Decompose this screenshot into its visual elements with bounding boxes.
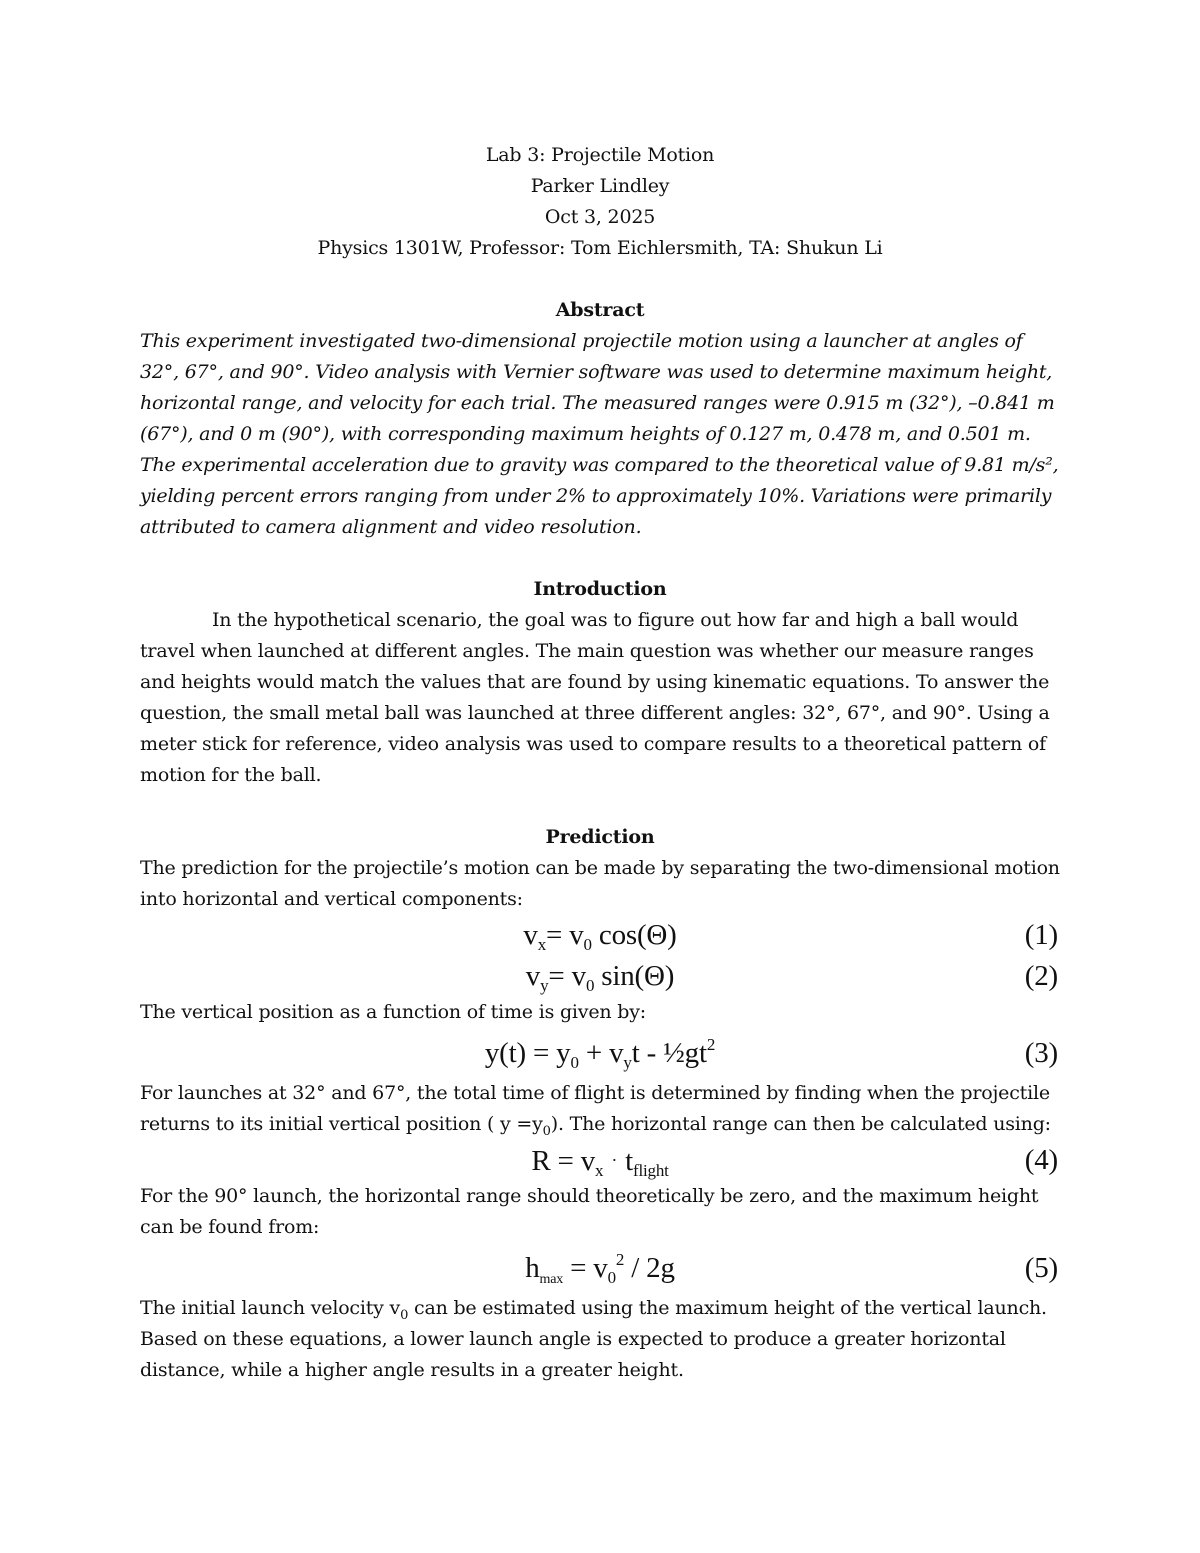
course-info: Physics 1301W, Professor: Tom Eichlersmith, TA: Shukun Li <box>317 237 883 259</box>
equation-1 <box>140 915 1060 956</box>
equation-4-expression: $R = v_x\cdot t_{flight}$ <box>531 1145 669 1180</box>
equation-5-number: (5) <box>1024 1252 1058 1284</box>
equation-2-number: (2) <box>1024 960 1058 992</box>
doc-title: Lab 3: Projectile Motion <box>485 144 715 166</box>
equation-3 <box>140 1028 1060 1078</box>
equation-3-number: (3) <box>1024 1037 1058 1069</box>
abstract-heading: Abstract <box>555 299 645 321</box>
doc-date: Oct 3, 2025 <box>544 206 656 228</box>
equation-1-expression: $v_x= v_0$ cos(Θ) <box>523 919 677 954</box>
prediction-heading: Prediction <box>545 826 655 848</box>
author-name: Parker Lindley <box>530 175 670 197</box>
abstract-text: This experiment investigated two-dimensional projectile motion using a launcher at angles of 32°, 67°, and 90°. Video analysis with Vernier software was used to determine maximum height, horizontal range, and velocity for each trial. The measured ranges were 0.915 m (32°), –0.841 m (67°), and 0 m (90°), with corresponding maximum heights of 0.127 m, 0.478 m, and 0.501 m. The experimental acceleration due to gravity was compared to the theoretical value of 9.81 m/s², yielding percent errors ranging from under 2% to approximately 10%. Variations were primarily attributed to camera alignment and video resolution. <box>140 330 1059 538</box>
prediction-paragraph-3: For launches at 32° and 67°, the total time of flight is determined by finding when the projectile returns to its initial vertical position ( $y =y_0$). The horizontal range can then be calculated using: <box>140 1082 1051 1139</box>
prediction-paragraph-2: The vertical position as a function of time is given by: <box>140 1001 646 1023</box>
spacer <box>140 264 1060 295</box>
equation-5-expression: $h_{max} = v_0^2 / 2g$ <box>525 1250 675 1287</box>
prediction-paragraph-1: The prediction for the projectile’s motion can be made by separating the two-dimensional motion into horizontal and vertical components: <box>140 857 1060 910</box>
equation-4-number: (4) <box>1024 1144 1058 1176</box>
spacer <box>140 791 1060 822</box>
equation-1-number: (1) <box>1024 919 1058 951</box>
spacer <box>140 543 1060 574</box>
equation-5 <box>140 1243 1060 1293</box>
introduction-heading: Introduction <box>533 578 667 600</box>
prediction-paragraph-5: The initial launch velocity $v_0$ can be estimated using the maximum height of the vertical launch. Based on these equations, a lower launch angle is expected to produce a greater horizontal distance, while a higher angle results in a greater height. <box>140 1297 1047 1381</box>
equation-2 <box>140 956 1060 997</box>
document-content <box>140 140 1060 1386</box>
equation-4 <box>140 1140 1060 1181</box>
equation-2-expression: $v_y= v_0$ sin(Θ) <box>525 960 675 995</box>
prediction-paragraph-4: For the 90° launch, the horizontal range should theoretically be zero, and the maximum height can be found from: <box>140 1185 1039 1238</box>
equation-3-expression: $y(t) = y_0 + v_yt$ - $\frac{1}{2}gt^2$ <box>484 1035 716 1072</box>
introduction-text: In the hypothetical scenario, the goal was to figure out how far and high a ball would travel when launched at different angles. The main question was whether our measure ranges and heights would match the values that are found by using kinematic equations. To answer the question, the small metal ball was launched at three different angles: 32°, 67°, and 90°. Using a meter stick for reference, video analysis was used to compare results to a theoretical pattern of motion for the ball. <box>140 609 1050 786</box>
